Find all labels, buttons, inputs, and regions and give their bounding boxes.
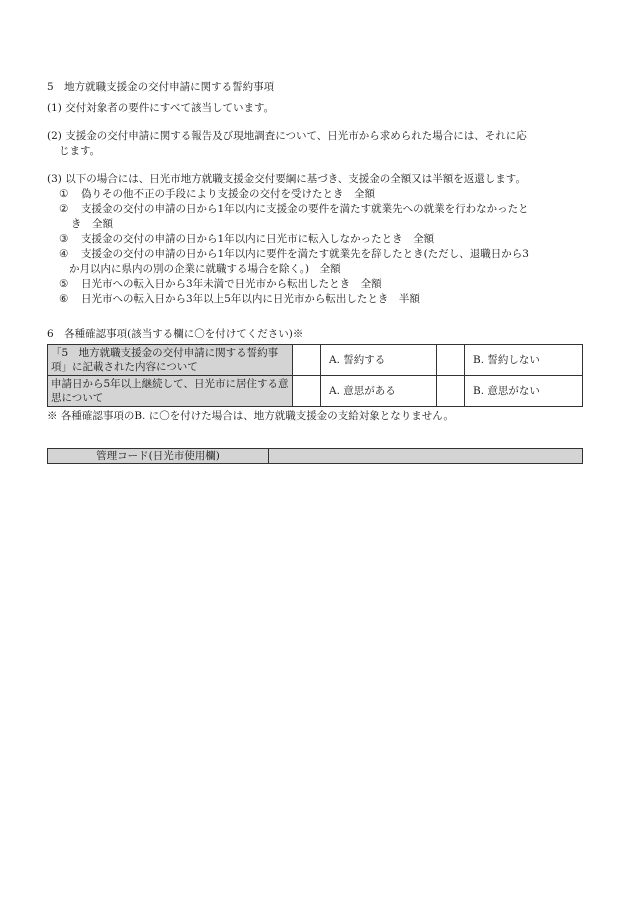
condition-number: ④	[59, 248, 69, 260]
option-b-label: B. 誓約しない	[465, 345, 583, 376]
condition-number: ③	[59, 233, 69, 245]
section5-heading: 5 地方就職支援金の交付申請に関する誓約事項	[47, 81, 275, 93]
condition-number: ①	[59, 188, 69, 200]
condition-text: 日光市への転入日から3年以上5年以内に日光市から転出したとき 半額	[81, 293, 420, 305]
section6-heading: 6 各種確認事項(該当する欄に〇を付けてください)※	[47, 328, 304, 340]
condition-text: 偽りその他不正の手段により支援金の交付を受けたとき 全額	[81, 188, 375, 200]
confirmation-table	[47, 344, 583, 407]
confirmation-question: 「5 地方就職支援金の交付申請に関する誓約事項」に記載された内容について	[48, 345, 293, 376]
form-page	[47, 80, 587, 464]
refund-condition-3	[47, 232, 587, 247]
mark-cell-a[interactable]	[293, 345, 321, 376]
confirmation-question: 申請日から5年以上継続して、日光市に居住する意思について	[48, 376, 293, 407]
confirmation-row-pledge	[48, 345, 583, 376]
pledge-item-2: (2) 支援金の交付申請に関する報告及び現地調査について、日光市から求められた場合には、それに応	[47, 130, 527, 142]
confirmation-row-residence	[48, 376, 583, 407]
condition-text: 支援金の交付の申請の日から1年以内に要件を満たす就業先を辞したとき(ただし、退職日から3	[81, 248, 529, 260]
option-b-label: B. 意思がない	[465, 376, 583, 407]
pledge-item-3: (3) 以下の場合には、日光市地方就職支援金交付要綱に基づき、支援金の全額又は半額を返還します。	[47, 173, 526, 185]
refund-condition-4	[47, 247, 587, 262]
admin-code-field[interactable]	[269, 449, 583, 464]
option-a-label: A. 意思がある	[321, 376, 437, 407]
pledge-item-1: (1) 交付対象者の要件にすべて該当しています。	[47, 102, 275, 114]
condition-number: ②	[59, 203, 69, 215]
refund-condition-2-continued: き 全額	[71, 218, 113, 230]
mark-cell-b[interactable]	[437, 345, 465, 376]
mark-cell-a[interactable]	[293, 376, 321, 407]
condition-text: 支援金の交付の申請の日から1年以内に日光市に転入しなかったとき 全額	[81, 233, 435, 245]
condition-text: 支援金の交付の申請の日から1年以内に支援金の要件を満たす就業先への就業を行わなかったと	[81, 203, 529, 215]
admin-code-table	[47, 448, 583, 464]
refund-condition-6	[47, 292, 587, 307]
mark-cell-b[interactable]	[437, 376, 465, 407]
pledge-item-2-continued: じます。	[59, 145, 101, 157]
refund-condition-4-continued: か月以内に県内の別の企業に就職する場合を除く。) 全額	[69, 263, 341, 275]
condition-number: ⑥	[59, 293, 69, 305]
condition-text: 日光市への転入日から3年未満で日光市から転出したとき 全額	[81, 278, 382, 290]
refund-condition-5	[47, 277, 587, 292]
refund-condition-2	[47, 202, 587, 217]
confirmation-note: ※ 各種確認事項のB. に〇を付けた場合は、地方就職支援金の支給対象となりません。	[47, 410, 454, 422]
refund-condition-1	[47, 187, 587, 202]
condition-number: ⑤	[59, 278, 69, 290]
option-a-label: A. 誓約する	[321, 345, 437, 376]
admin-code-label: 管理コード(日光市使用欄)	[48, 449, 269, 464]
